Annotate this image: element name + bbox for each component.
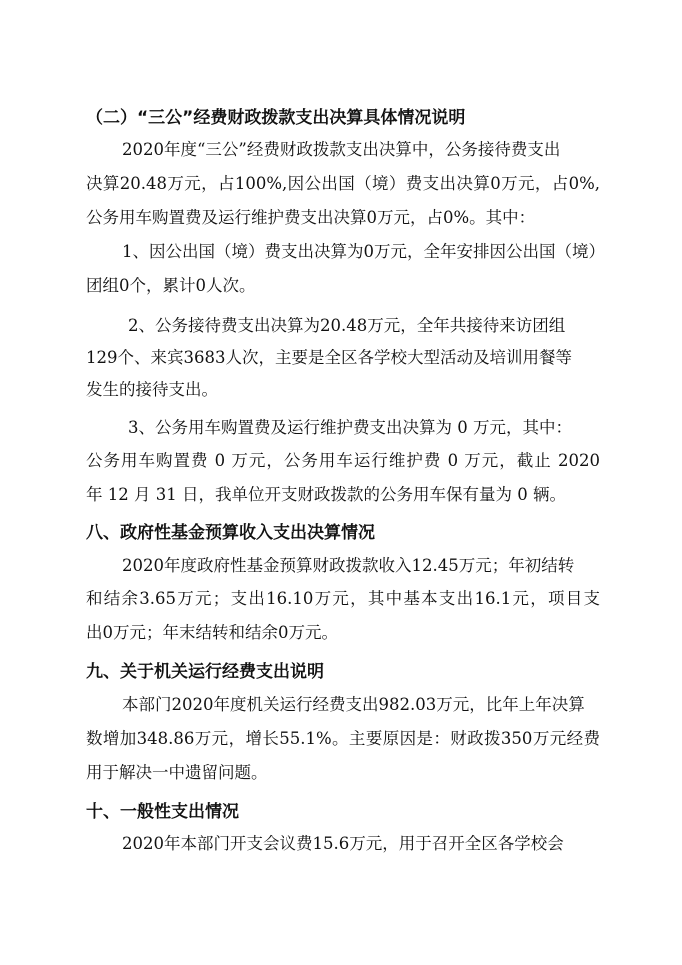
paragraph-line: 2020年本部门开支会议费15.6万元，用于召开全区各学校会 — [122, 834, 564, 853]
paragraph-line: 发生的接待支出。 — [86, 380, 218, 399]
paragraph-line: 1、因公出国（境）费支出决算为0万元，全年安排因公出国（境） — [122, 242, 605, 261]
paragraph-line: 3、公务用车购置费及运行维护费支出决算为 0 万元，其中： — [128, 418, 572, 437]
paragraph-line: 用于解决一中遗留问题。 — [86, 763, 268, 782]
paragraph-line: 决算20.48万元，占100%,因公出国（境）费支出决算0万元，占0%, — [86, 174, 600, 193]
paragraph-line: 数增加348.86万元，增长55.1%。主要原因是：财政拨350万元经费 — [86, 729, 600, 748]
section-heading-2: （二）“三公”经费财政拨款支出决算具体情况说明 — [86, 108, 466, 128]
paragraph-line: 团组0个，累计0人次。 — [86, 276, 256, 295]
section-heading-9: 九、关于机关运行经费支出说明 — [86, 662, 324, 682]
paragraph-line: 2020年度政府性基金预算财政拨款收入12.45万元；年初结转 — [122, 556, 575, 575]
paragraph-line: 129个、来宾3683人次，主要是全区各学校大型活动及培训用餐等 — [86, 348, 572, 367]
paragraph-line: 本部门2020年度机关运行经费支出982.03万元，比年上年决算 — [122, 695, 585, 714]
paragraph-line: 2、公务接待费支出决算为20.48万元，全年共接待来访团组 — [128, 316, 566, 335]
paragraph-line: 年 12 月 31 日，我单位开支财政拨款的公务用车保有量为 0 辆。 — [86, 485, 566, 504]
paragraph-line: 公务用车购置费 0 万元，公务用车运行维护费 0 万元，截止 2020 — [86, 451, 600, 470]
paragraph-line: 和结余3.65万元；支出16.10万元，其中基本支出16.1元，项目支 — [86, 589, 600, 608]
paragraph-line: 2020年度“三公”经费财政拨款支出决算中，公务接待费支出 — [122, 140, 561, 159]
section-heading-8: 八、政府性基金预算收入支出决算情况 — [86, 523, 375, 543]
paragraph-line: 出0万元；年末结转和结余0万元。 — [86, 623, 338, 642]
section-heading-10: 十、一般性支出情况 — [86, 802, 239, 822]
paragraph-line: 公务用车购置费及运行维护费支出决算0万元，占0%。其中： — [86, 208, 536, 227]
